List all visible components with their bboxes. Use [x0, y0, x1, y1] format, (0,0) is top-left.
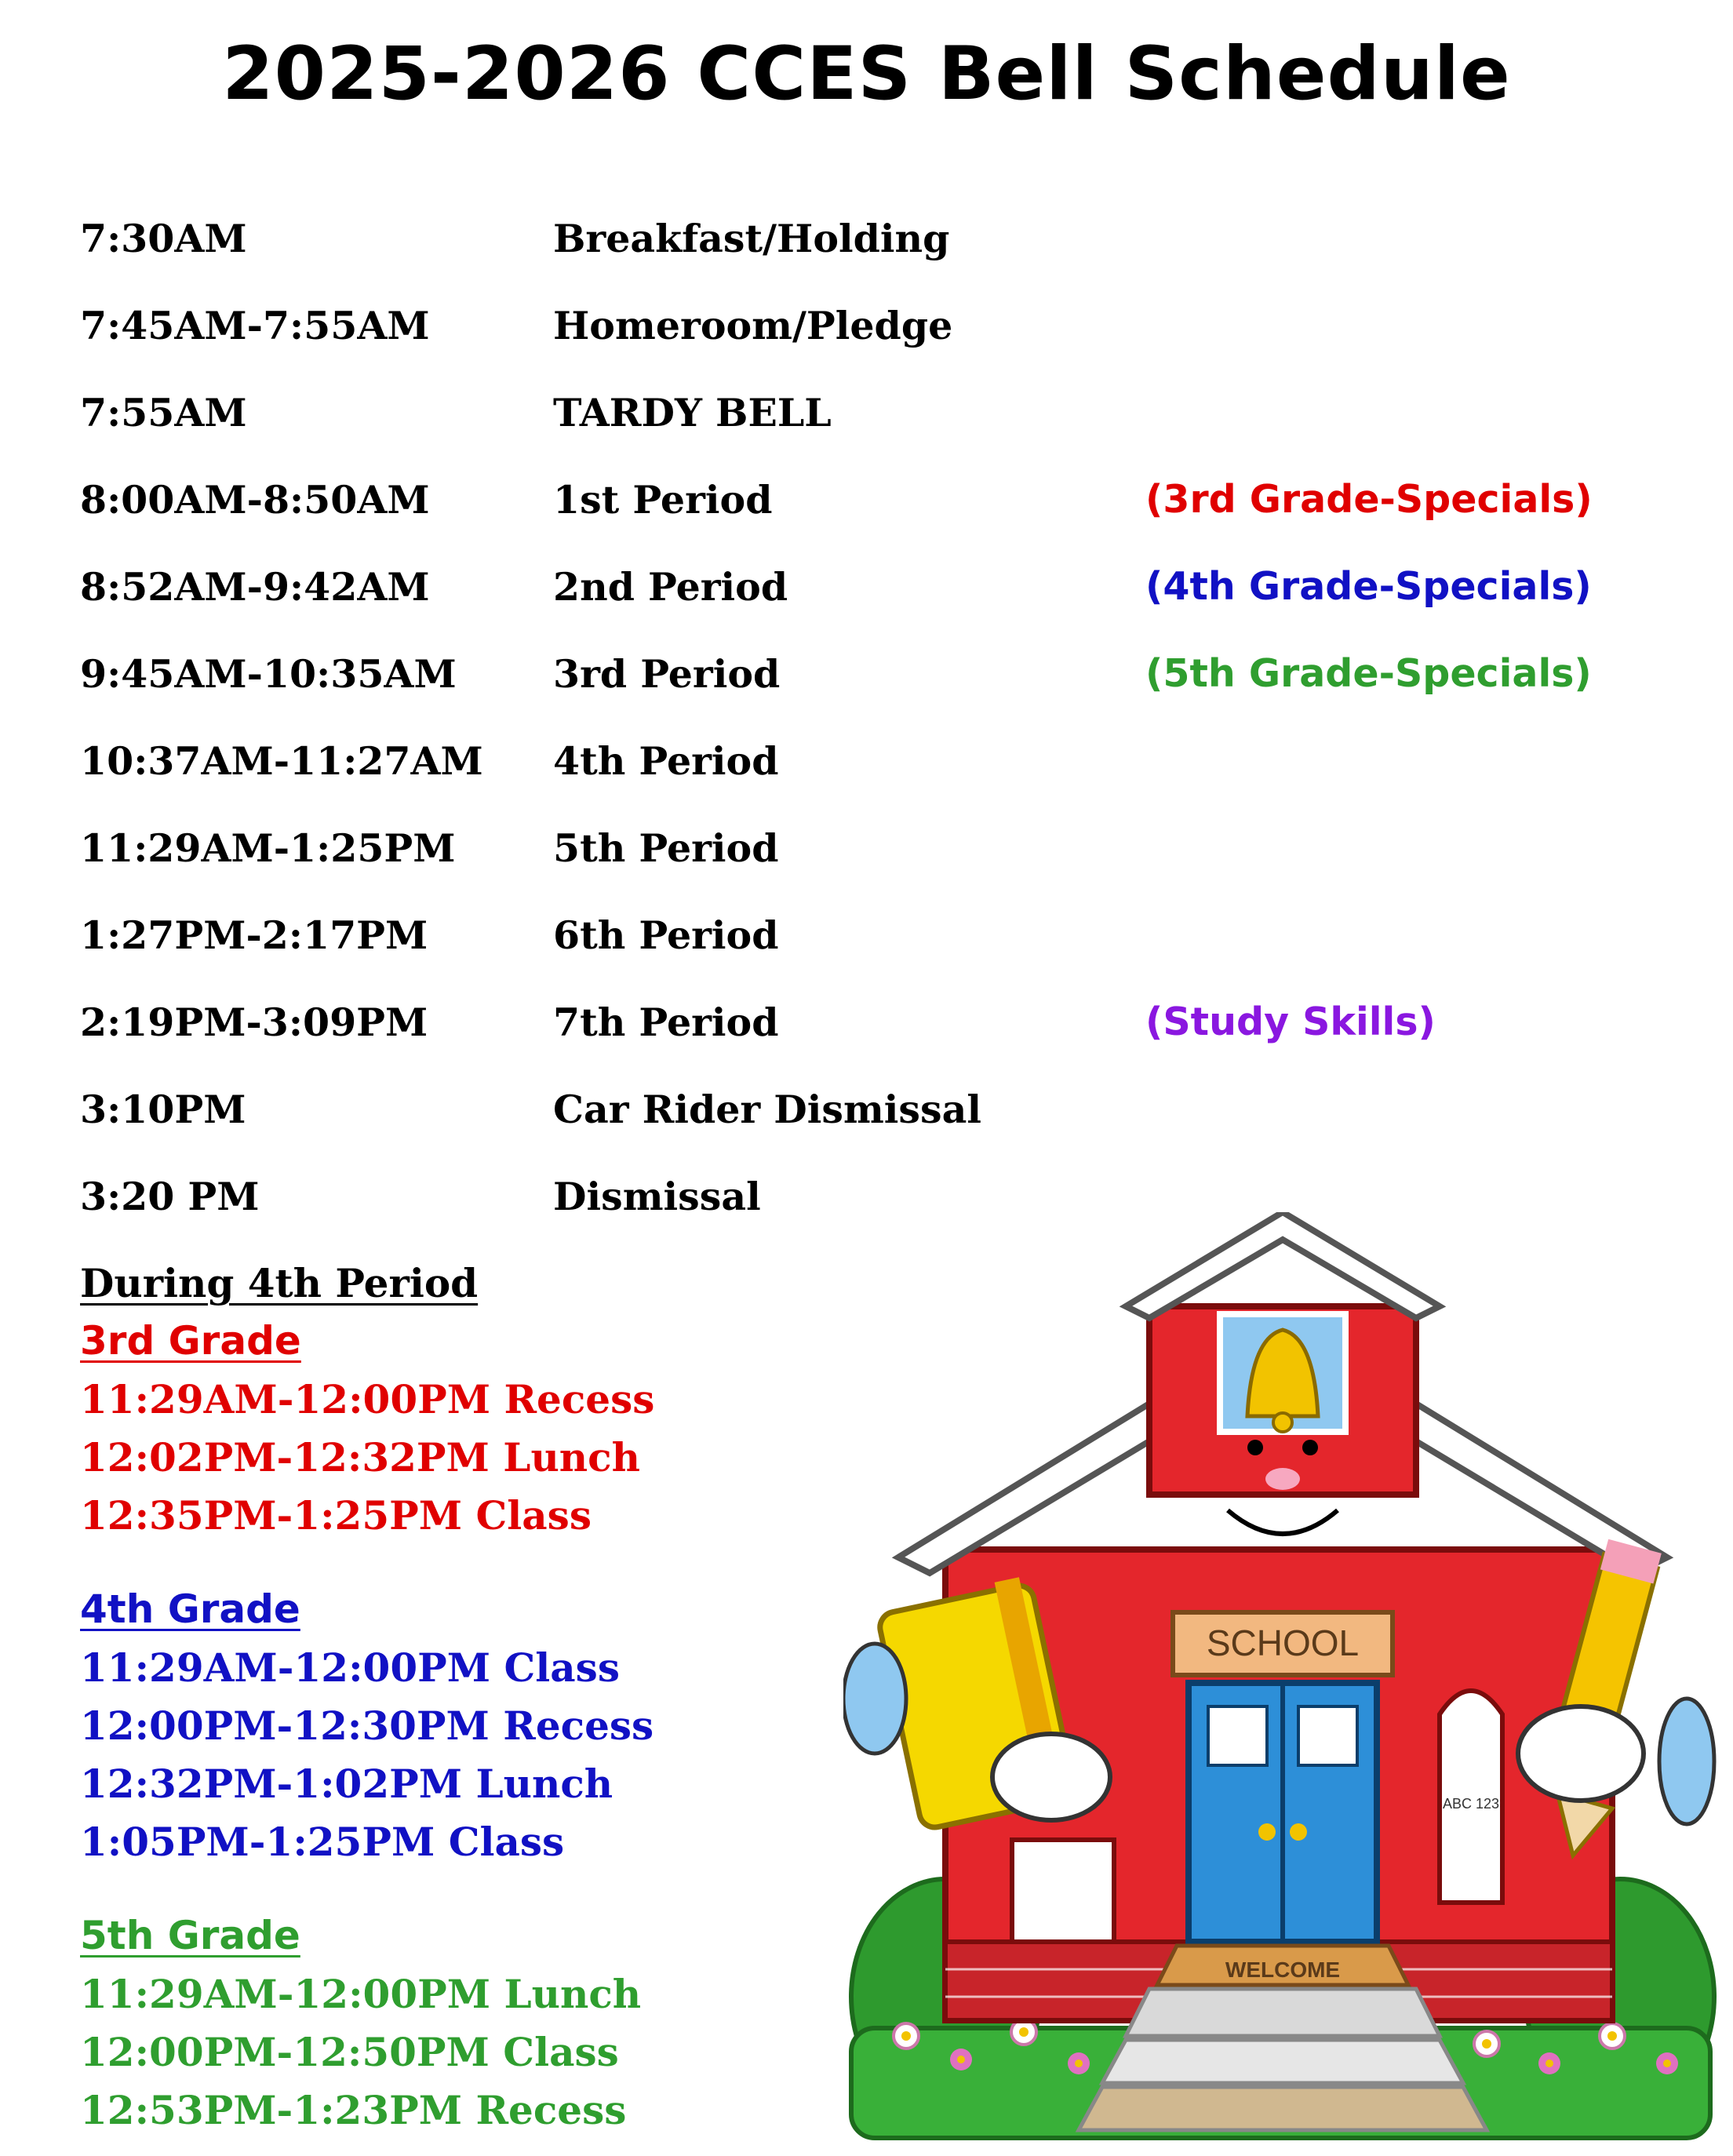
third-grade-item: 11:29AM-12:00PM Recess	[80, 1376, 655, 1422]
schedule-row	[0, 477, 1733, 563]
schedule-row	[0, 912, 1733, 999]
schedule-time: 3:20 PM	[80, 1174, 260, 1219]
schedule-time: 3:10PM	[80, 1087, 246, 1132]
schedule-row	[0, 303, 1733, 389]
schedule-event: TARDY BELL	[553, 390, 832, 435]
schedule-time: 1:27PM-2:17PM	[80, 912, 428, 958]
specials-note-4th: (4th Grade-Specials)	[1145, 564, 1592, 609]
third-grade-heading: 3rd Grade	[80, 1318, 301, 1364]
schedule-row	[0, 564, 1733, 650]
fifth-grade-heading: 5th Grade	[80, 1913, 300, 1958]
schedule-row	[0, 1087, 1733, 1173]
fifth-grade-item: 12:53PM-1:23PM Recess	[80, 2087, 627, 2133]
schedule-time: 10:37AM-11:27AM	[80, 738, 483, 784]
schedule-row	[0, 390, 1733, 476]
welcome-mat: WELCOME	[1225, 1958, 1341, 1982]
schedule-event: Homeroom/Pledge	[553, 303, 953, 348]
specials-note-3rd: (3rd Grade-Specials)	[1145, 477, 1593, 522]
schedule-event: 4th Period	[553, 738, 779, 784]
third-grade-item: 12:35PM-1:25PM Class	[80, 1492, 592, 1539]
schedule-row	[0, 738, 1733, 825]
schedule-row	[0, 1000, 1733, 1086]
fourth-grade-item: 11:29AM-12:00PM Class	[80, 1644, 620, 1691]
schedule-time: 7:55AM	[80, 390, 247, 435]
schedule-time: 9:45AM-10:35AM	[80, 651, 457, 697]
schedule-time: 8:52AM-9:42AM	[80, 564, 430, 610]
schedule-row	[0, 216, 1733, 302]
schedule-time: 7:45AM-7:55AM	[80, 303, 430, 348]
schedule-event: 6th Period	[553, 912, 779, 958]
fifth-grade-item: 12:00PM-12:50PM Class	[80, 2029, 619, 2075]
fourth-grade-item: 12:32PM-1:02PM Lunch	[80, 1761, 613, 1807]
schedule-event: 7th Period	[553, 1000, 779, 1045]
schedule-event: 3rd Period	[553, 651, 781, 697]
schedule-row	[0, 825, 1733, 912]
schedule-event: Car Rider Dismissal	[553, 1087, 981, 1132]
fifth-grade-item: 11:29AM-12:00PM Lunch	[80, 1971, 642, 2017]
schedule-time: 2:19PM-3:09PM	[80, 1000, 428, 1045]
schedule-event: Breakfast/Holding	[553, 216, 950, 261]
schedule-event: 5th Period	[553, 825, 779, 871]
schedule-event: 1st Period	[553, 477, 773, 523]
schedule-row	[0, 651, 1733, 737]
fourth-grade-heading: 4th Grade	[80, 1586, 300, 1632]
page-title: 2025-2026 CCES Bell Schedule	[222, 31, 1511, 117]
school-sign: SCHOOL	[1206, 1622, 1360, 1663]
schedule-event: Dismissal	[553, 1174, 761, 1219]
during-heading: During 4th Period	[80, 1260, 479, 1306]
schedule-event: 2nd Period	[553, 564, 788, 610]
fourth-grade-item: 12:00PM-12:30PM Recess	[80, 1703, 654, 1749]
third-grade-item: 12:02PM-12:32PM Lunch	[80, 1434, 640, 1480]
schedule-time: 7:30AM	[80, 216, 247, 261]
study-skills-note: (Study Skills)	[1145, 1000, 1436, 1044]
schedule-time: 11:29AM-1:25PM	[80, 825, 456, 871]
fourth-grade-item: 1:05PM-1:25PM Class	[80, 1819, 565, 1865]
window-letters: ABC 123	[1442, 1796, 1500, 1812]
specials-note-5th: (5th Grade-Specials)	[1145, 651, 1592, 696]
schedule-time: 8:00AM-8:50AM	[80, 477, 430, 523]
schoolhouse-illustration	[843, 1212, 1718, 2146]
